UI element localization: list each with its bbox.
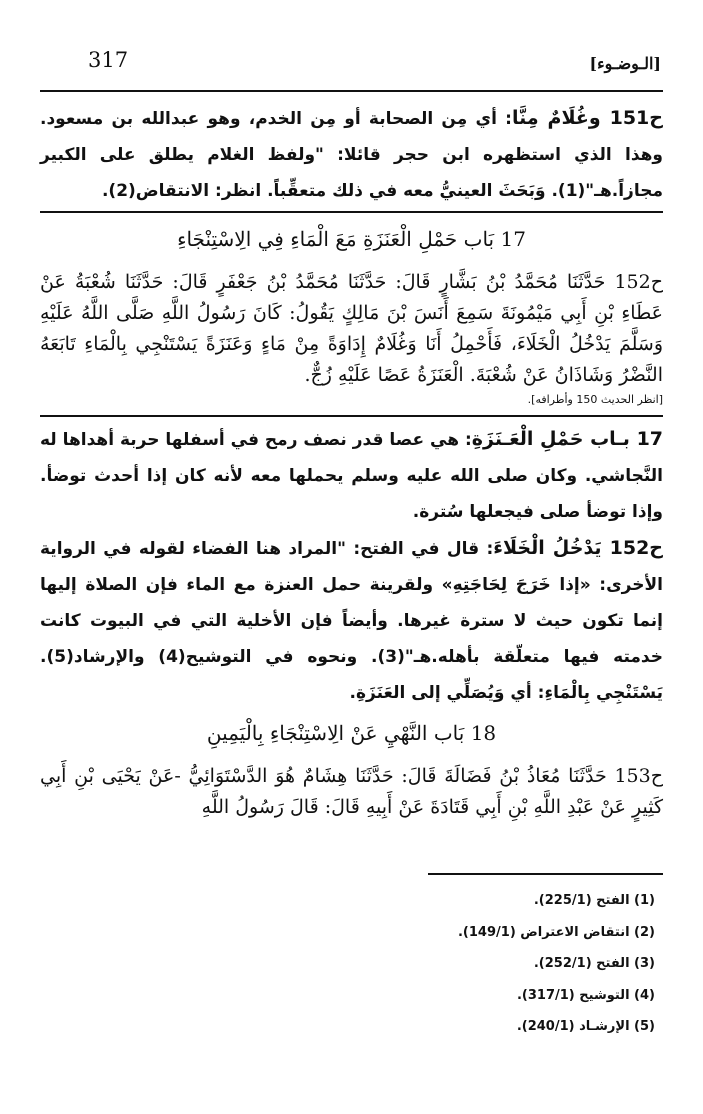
commentary-lead: 17 بـاب حَمْلِ الْعَـنَزَةِ xyxy=(471,428,664,450)
commentary-text: : أي مِن الصحابة أو مِن الخدم، وهو عبدالله بن مسعود. وهذا الذي استظهره ابن حجر قائلا: "ولفظ الغلام يطلق على الكبير مجازاً.هـ"(1). وَبَحَثَ العينيُّ معه في ذلك متعقِّباً. انظر: الانتقاض(2). xyxy=(40,109,663,201)
page-header xyxy=(40,48,661,88)
page-number: 317 xyxy=(88,48,129,72)
footnote: (5) الإرشـاد (240/1). xyxy=(516,1019,655,1034)
section-divider xyxy=(40,415,663,417)
commentary-text: : هي عصا قدر نصف رمح في أسفلها حربة أهداها له النَّجاشي. وكان صلى الله عليه وسلم يحملها معه لأنه كان إذا أحدث توضأ. وإذا توضأ صلى فيجعلها سُترة. xyxy=(40,430,663,522)
footnote-rule xyxy=(428,873,663,875)
chapter-heading: 17 بَاب حَمْلِ الْعَنَزَةِ مَعَ الْمَاءِ فِي الِاسْتِنْجَاءِ xyxy=(177,227,526,251)
section-divider xyxy=(40,211,663,213)
cross-reference-note: [انظر الحديث 150 وأطرافه]. xyxy=(527,393,663,406)
commentary-lead: ح151 وغُلَامٌ مِنَّا xyxy=(511,107,663,129)
commentary-paragraph xyxy=(40,421,663,530)
footnote: (4) التوشيح (317/1). xyxy=(516,987,655,1003)
footnote: (3) الفتح (252/1). xyxy=(533,956,655,971)
footnote: (2) انتقاض الاعتراض (149/1). xyxy=(457,924,655,940)
hadith-text: ح152 حَدَّثَنَا مُحَمَّدُ بْنُ بَشَّارٍ قَالَ: حَدَّثَنَا مُحَمَّدُ بْنُ جَعْفَرٍ قَالَ: حَدَّثَنَا شُعْبَةُ عَنْ عَطَاءِ بْنِ أَبِي مَيْمُونَةَ سَمِعَ أَنَسَ بْنَ مَالِكٍ يَقُولُ: كَانَ رَسُولُ اللَّهِ صَلَّى اللَّهُ عَلَيْهِ وَسَلَّمَ يَدْخُلُ الْخَلَاءَ، فَأَحْمِلُ أَنَا وَغُلَامٌ إِدَاوَةً مِنْ مَاءٍ وَعَنَزَةً يَسْتَنْجِي بِالْمَاءِ تَابَعَهُ النَّضْرُ وَشَاذَانُ عَنْ شُعْبَةَ. الْعَنَزَةُ عَصًا عَلَيْهِ زُجٌّ. xyxy=(40,271,663,386)
commentary-paragraph xyxy=(40,100,663,209)
page-content xyxy=(40,100,663,823)
commentary-text: : قال في الفتح: "المراد هنا الفضاء لقوله في الرواية الأخرى: «إذا خَرَجَ لِحَاجَتِهِ» ولقرينة حمل العنزة مع الماء فإن الصلاة إليها إنما تكون حيث لا سترة غيرها. وأيضاً فإن الأخلية التي في البيوت كانت خدمته فيها متعلّقة بأهله.هـ"(3). ونحوه في التوشيح(4) والإرشاد(5). يَسْتَنْجِي بِالْمَاءِ: أي وَيُصَلِّي إلى العَنَزَةِ. xyxy=(40,539,663,703)
hadith-text: ح153 حَدَّثَنَا مُعَاذُ بْنُ فَضَالَةَ قَالَ: حَدَّثَنَا هِشَامٌ هُوَ الدَّسْتَوَائِيُّ -عَنْ يَحْيَى بْنِ أَبِي كَثِيرٍ عَنْ عَبْدِ اللَّهِ بْنِ أَبِي قَتَادَةَ عَنْ أَبِيهِ قَالَ: قَالَ رَسُولُ اللَّهِ xyxy=(40,765,663,818)
running-head: [الـوضـوء] xyxy=(589,54,661,73)
header-rule xyxy=(40,90,663,92)
footnotes xyxy=(458,885,655,1043)
commentary-paragraph xyxy=(40,530,663,711)
commentary-lead: ح152 يَدْخُلُ الْخَلَاءَ xyxy=(493,537,663,559)
footnote: (1) الفتح (225/1). xyxy=(533,893,655,908)
chapter-heading: 18 بَاب النَّهْيِ عَنْ الِاسْتِنْجَاءِ بِالْيَمِينِ xyxy=(206,721,497,745)
